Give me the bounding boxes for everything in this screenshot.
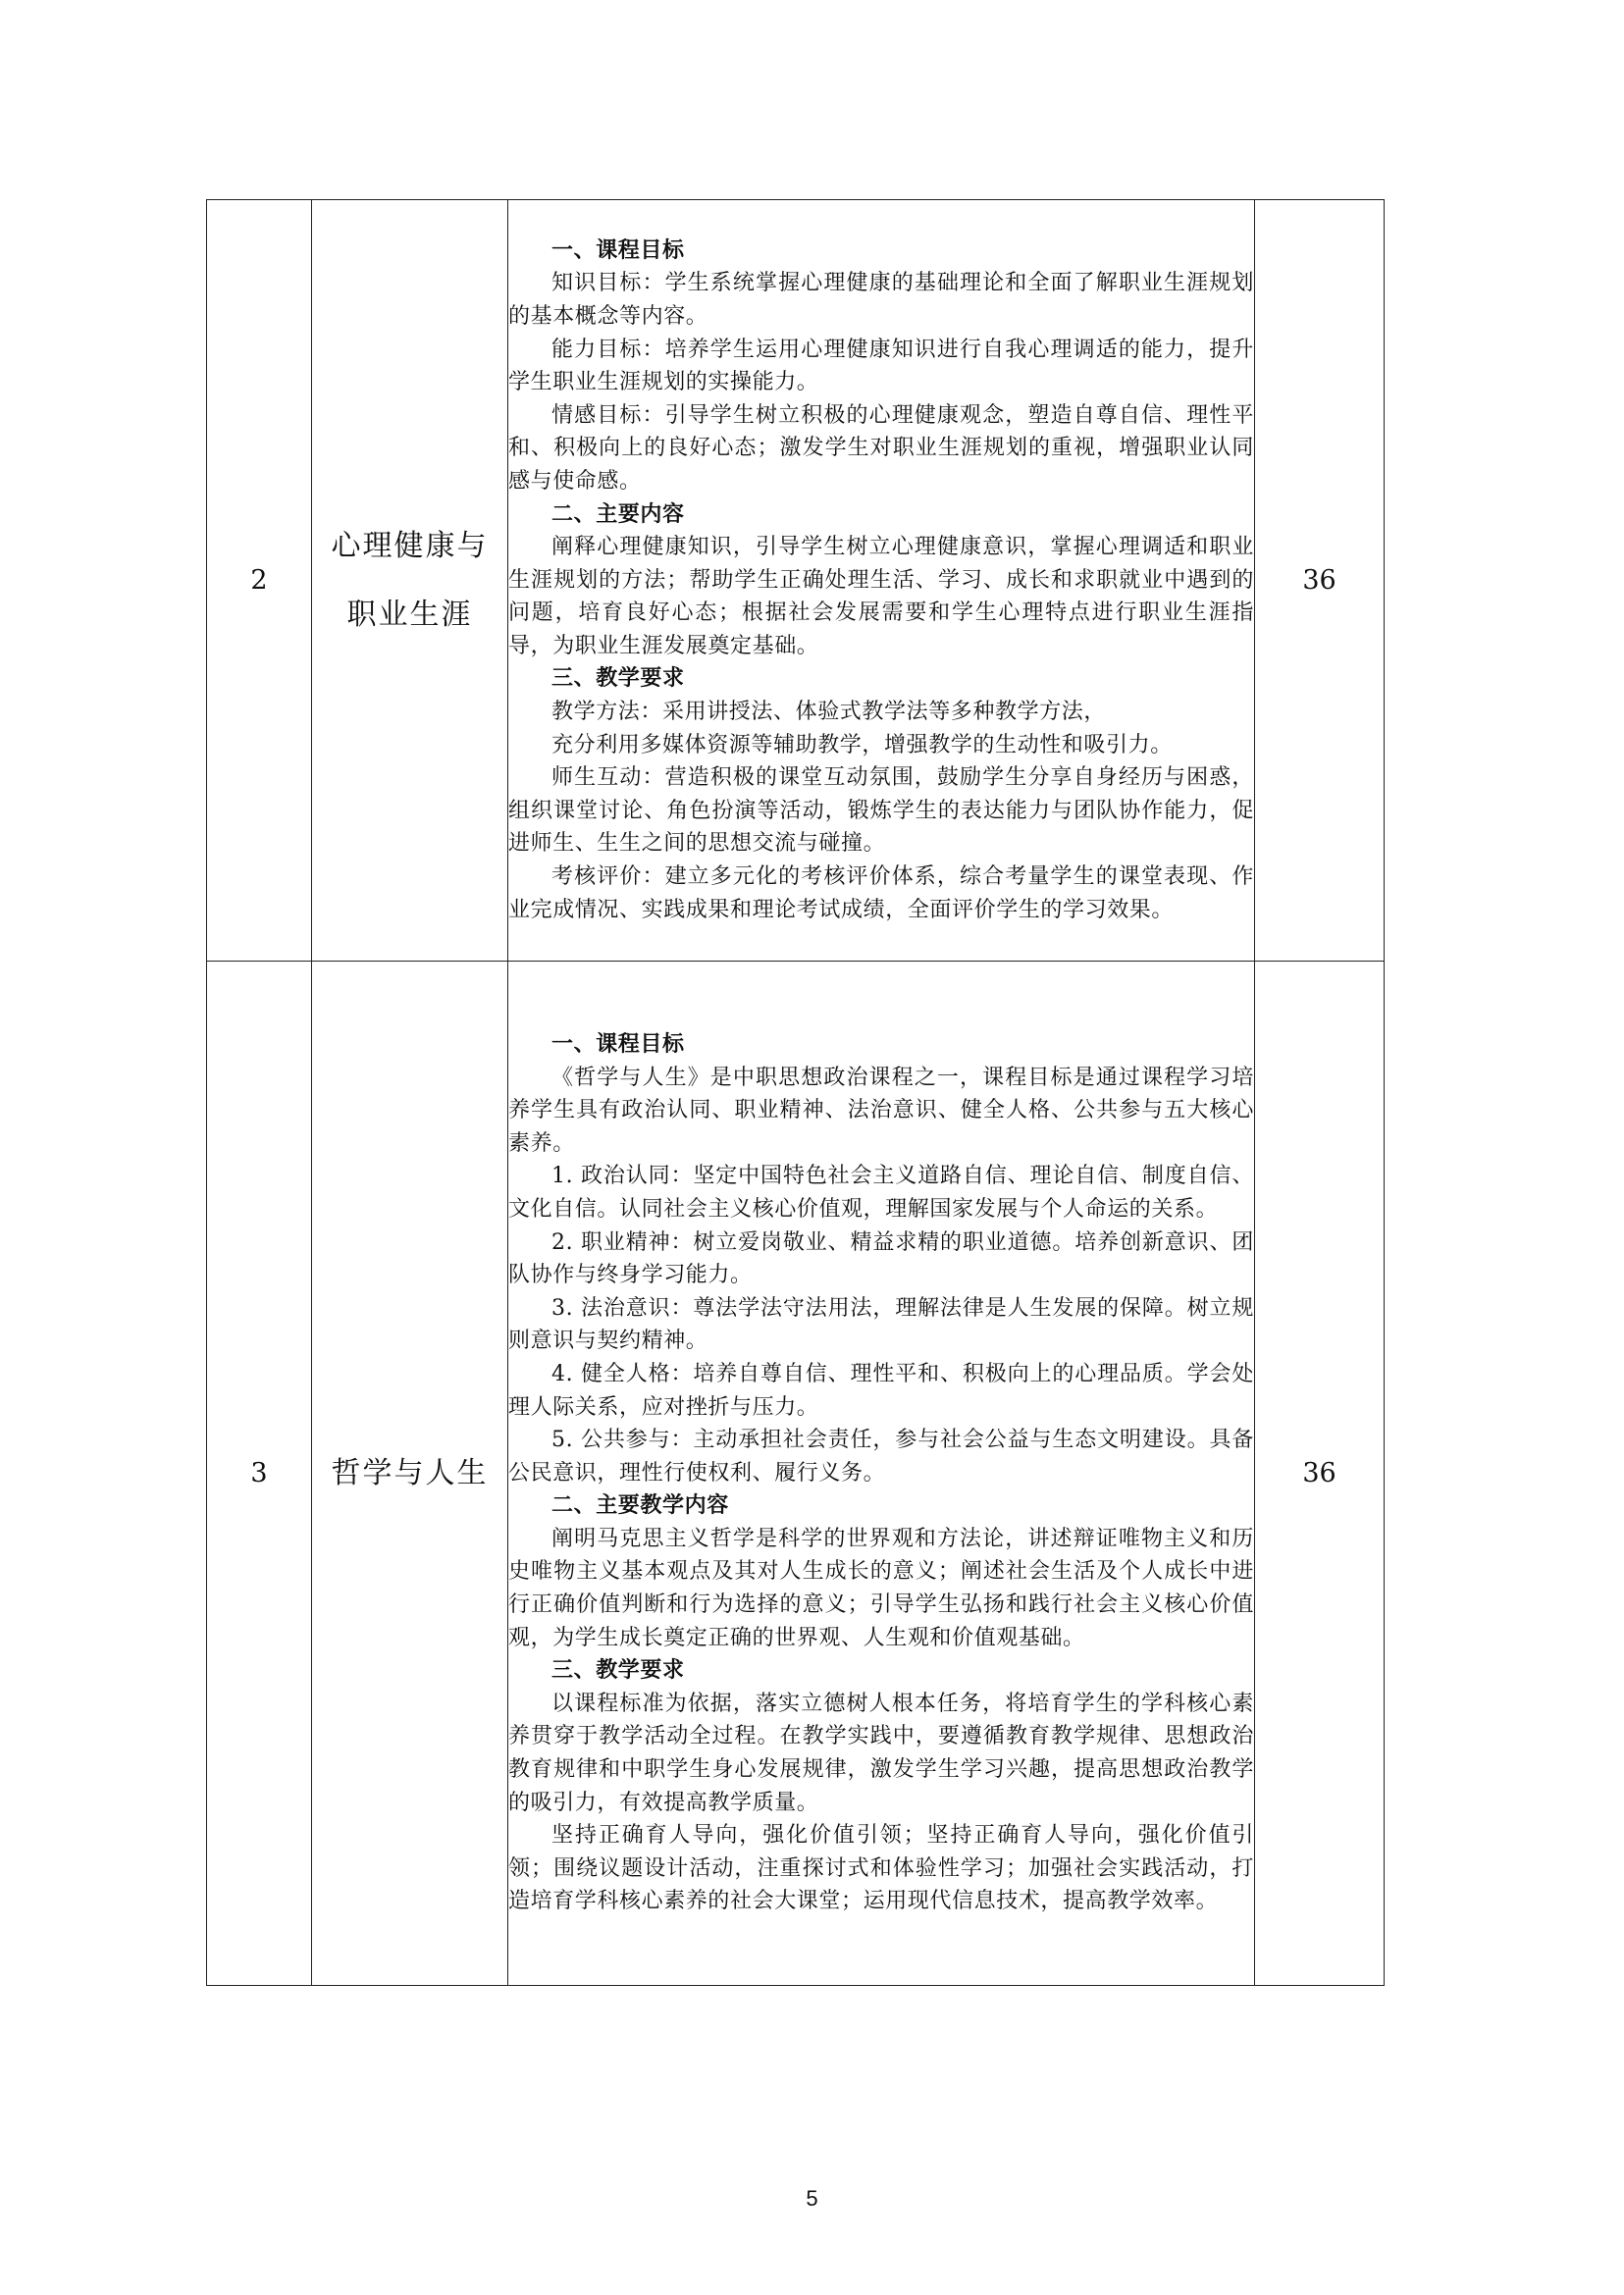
description-paragraph: 2. 职业精神：树立爱岗敬业、精益求精的职业道德。培养创新意识、团队协作与终身学习能力。 — [508, 1229, 1254, 1288]
course-name-line: 哲学与人生 — [331, 1455, 489, 1490]
table-row — [207, 962, 1385, 1986]
section-heading: 三、教学要求 — [551, 1657, 685, 1684]
course-description — [508, 200, 1255, 962]
section-heading: 一、课程目标 — [551, 236, 685, 263]
section-heading: 二、主要内容 — [551, 500, 685, 527]
description-paragraph: 教学方法：采用讲授法、体验式教学法等多种教学方法， — [551, 700, 1107, 725]
course-hours: 36 — [1255, 200, 1385, 962]
description-paragraph: 坚持正确育人导向，强化价值引领；坚持正确育人导向，强化价值引领；围绕议题设计活动，注重探讨式和体验性学习；加强社会实践活动，打造培育学科核心素养的社会大课堂；运用现代信息技术，提高教学效率。 — [508, 1823, 1254, 1914]
description-paragraph: 师生互动：营造积极的课堂互动氛围，鼓励学生分享自身经历与困惑，组织课堂讨论、角色扮演等活动，锻炼学生的表达能力与团队协作能力，促进师生、生生之间的思想交流与碰撞。 — [508, 765, 1254, 857]
description-paragraph: 3. 法治意识：尊法学法守法用法，理解法律是人生发展的保障。树立规则意识与契约精神。 — [508, 1295, 1254, 1354]
description-paragraph: 考核评价：建立多元化的考核评价体系，综合考量学生的课堂表现、作业完成情况、实践成果和理论考试成绩，全面评价学生的学习效果。 — [508, 864, 1254, 922]
description-paragraph: 情感目标：引导学生树立积极的心理健康观念，塑造自尊自信、理性平和、积极向上的良好心态；激发学生对职业生涯规划的重视，增强职业认同感与使命感。 — [508, 402, 1254, 494]
course-table — [206, 199, 1385, 1986]
description-paragraph: 5. 公共参与：主动承担社会责任，参与社会公益与生态文明建设。具备公民意识，理性行使权利、履行义务。 — [508, 1428, 1254, 1486]
description-paragraph: 充分利用多媒体资源等辅助教学，增强教学的生动性和吸引力。 — [551, 732, 1173, 757]
description-paragraph: 阐明马克思主义哲学是科学的世界观和方法论，讲述辩证唯物主义和历史唯物主义基本观点及其对人生成长的意义；阐述社会生活及个人成长中进行正确价值判断和行为选择的意义；引导学生弘扬和践行社会主义核心价值观，为学生成长奠定正确的世界观、人生观和价值观基础。 — [508, 1526, 1254, 1650]
course-number: 3 — [207, 962, 312, 1986]
table-row — [207, 200, 1385, 962]
course-number: 2 — [207, 200, 312, 962]
course-name — [312, 200, 508, 962]
description-paragraph: 1. 政治认同：坚定中国特色社会主义道路自信、理论自信、制度自信、文化自信。认同社会主义核心价值观，理解国家发展与个人命运的关系。 — [508, 1164, 1254, 1222]
description-paragraph: 能力目标：培养学生运用心理健康知识进行自我心理调适的能力，提升学生职业生涯规划的实操能力。 — [508, 337, 1254, 395]
course-description — [508, 962, 1255, 1986]
description-paragraph: 知识目标：学生系统掌握心理健康的基础理论和全面了解职业生涯规划的基本概念等内容。 — [508, 271, 1254, 329]
description-paragraph: 《哲学与人生》是中职思想政治课程之一，课程目标是通过课程学习培养学生具有政治认同、职业精神、法治意识、健全人格、公共参与五大核心素养。 — [508, 1065, 1254, 1156]
page-number: 5 — [806, 2186, 818, 2211]
course-hours: 36 — [1255, 962, 1385, 1986]
description-paragraph: 阐释心理健康知识，引导学生树立心理健康意识，掌握心理调适和职业生涯规划的方法；帮助学生正确处理生活、学习、成长和求职就业中遇到的问题，培育良好心态；根据社会发展需要和学生心理特点进行职业生涯指导，为职业生涯发展奠定基础。 — [508, 535, 1254, 658]
course-name-line: 心理健康与 — [331, 528, 489, 563]
description-paragraph: 4. 健全人格：培养自尊自信、理性平和、积极向上的心理品质。学会处理人际关系，应对挫折与压力。 — [508, 1361, 1254, 1420]
section-heading: 三、教学要求 — [551, 665, 685, 692]
course-name-line: 职业生涯 — [346, 597, 473, 632]
section-heading: 一、课程目标 — [551, 1030, 685, 1057]
description-paragraph: 以课程标准为依据，落实立德树人根本任务，将培育学生的学科核心素养贯穿于教学活动全过程。在教学实践中，要遵循教育教学规律、思想政治教育规律和中职学生身心发展规律，激发学生学习兴趣，提高思想政治教学的吸引力，有效提高教学质量。 — [508, 1691, 1254, 1815]
course-name — [312, 962, 508, 1986]
section-heading: 二、主要教学内容 — [551, 1492, 729, 1519]
